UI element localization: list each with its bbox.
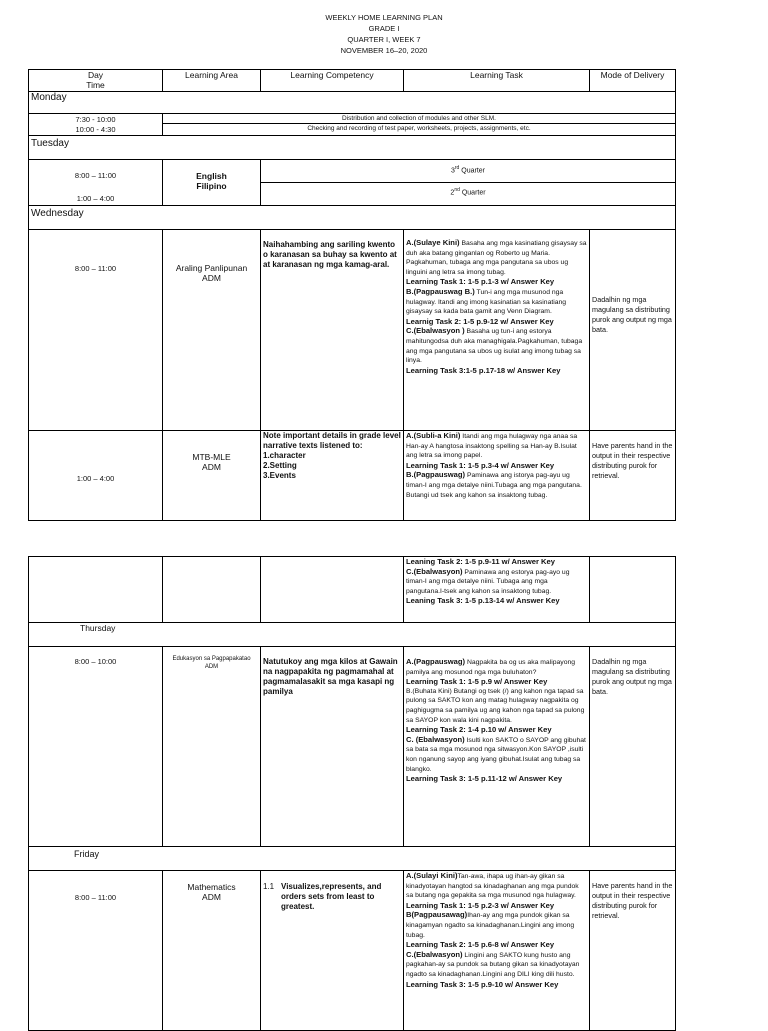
learning-task-3: Learning Task 3: 1-5 p.11-12 w/ Answer Key (406, 774, 563, 784)
quarter-suffix: rd (454, 165, 460, 171)
tuesday-times (29, 160, 163, 206)
learning-task-3: Learning Task 3: 1-5 p.9-10 w/ Answer Key (406, 979, 559, 989)
friday-time: 8:00 – 11:00 (29, 871, 163, 1031)
wednesday-competency-ap: Naihahambing ang sariling kwento o karanasan sa buhay sa kwento at at karanasan ng mga kamag-aral. (261, 230, 404, 431)
thursday-esp-row (29, 647, 676, 847)
area-sub: ADM (202, 892, 221, 902)
task-a-heading: A.(Sulaye Kini) (406, 238, 460, 247)
monday-row (29, 92, 676, 114)
wednesday-time-2: 1:00 – 4:00 (29, 431, 163, 521)
learning-task-3: Learning Task 3:1-5 p.17-18 w/ Answer Key (406, 365, 561, 375)
quarter-number: 3 (450, 167, 455, 175)
monday-task-1: Distribution and collection of modules and other SLM. (163, 114, 675, 124)
task-a-text: Itandi ang mga hulagway nga anaa sa Han-ay A hangtosa insaktong spelling sa Han-ay B.Isulat ang letra sa imong papel. (406, 433, 578, 460)
tuesday-time-1: 8:00 – 11:00 (74, 171, 117, 180)
friday-math-row (29, 871, 676, 1031)
monday-tasks (163, 114, 676, 136)
friday-competency (261, 871, 404, 1031)
plan-table-page2 (28, 556, 676, 1031)
task-c-text: Lingini ang SAKTO kung husto ang pagkahan-ay sa pundok sa butang gikan sa kinadyotayan ngadto sa kinadaghanan.Lingini ang DILI king dili husto. (406, 951, 580, 978)
area-name: Mathematics (187, 882, 236, 892)
learning-task-1: Learning Task 1: 1-5 p.1-3 w/ Answer Key (406, 277, 555, 287)
task-a-text: Nagpakita ba og us aka malipayong pamilya ang mosunod nga mga buluhaton? (406, 659, 576, 676)
task-b-text: Paminawa ang istorya pag-ayu ug timan-I ang mga detalye niini.Tubaga ang mga pangutana. Butangi ud tsek ang kahon sa insaktong tubag. (406, 472, 582, 499)
task-b-text: Tun-i ang mga musunod nga hulagway. Itandi ang imong kasinatian sa kasinatiang gisaysay sa kada bata gamit ang Venn Diagram. (406, 288, 567, 316)
wednesday-area-ap (163, 230, 261, 431)
monday-label: Monday (29, 92, 676, 114)
learning-task-header: Learning Task (404, 70, 590, 92)
mode-of-delivery-header: Mode of Delivery (590, 70, 676, 92)
tuesday-areas (163, 160, 261, 206)
wednesday-label: Wednesday (29, 206, 676, 230)
task-b-heading: B.(Pagpauswag) (406, 470, 466, 480)
task-c-heading: C. (Ebalwasyon) (406, 734, 465, 744)
friday-label: Friday (29, 847, 676, 871)
task-b-text: B.(Buhata Kini) Butangi og tsek (/) ang kahon nga tapad sa pulong sa SAKTO kon ang matag hulagway nagpakita og paghigugma sa pamilya ug ang kahon nga tapad sa pulong sa SAYOP kon wala kini nagpakita. (406, 687, 585, 724)
thursday-task (404, 647, 590, 847)
tuesday-area-filipino: Filipino (196, 181, 227, 191)
wednesday-task-ap (404, 230, 590, 431)
quarter-text: Quarter (459, 167, 486, 175)
task-a-heading: A.(Pagpauswag) (406, 657, 466, 666)
task-c-heading: C.(Ebalwasyon) (406, 566, 463, 576)
task-c-heading: C.(Ebalwasyon) (406, 949, 463, 959)
empty-cell (163, 557, 261, 623)
wednesday-mode-ap: Dadalhin ng mga magulang sa distributing purok ang output ng mga bata. (590, 230, 676, 431)
learning-task-2: Leaning Task 2: 1-5 p.9-11 w/ Answer Key (406, 557, 555, 566)
task-b-heading: B.(Pagpauswag B.) (406, 286, 475, 296)
tuesday-time-2: 1:00 – 4:00 (76, 194, 115, 203)
task-a-text: Basaha ang mga kasinatiang gisaysay sa duh aka batang ginganlan og Roberto ug Maria. Pagkahuman, tubaga ang mga pangutana sa ubos ug linguini ang letra sa imong tubag. (406, 240, 587, 276)
date-range-label: NOVEMBER 16–20, 2020 (340, 46, 428, 55)
task-c-text: Isulti kon SAKTO o SAYOP ang gibuhat sa bata sa mga mosunod nga sitwasyon.Kon SAYOP ,isulti kon nganung sayop ang iyang gibuhat.Isulat ang tubag sa blangko. (406, 736, 586, 773)
friday-task (404, 871, 590, 1031)
area-sub: ADM (204, 664, 219, 670)
wednesday-time-1: 8:00 – 11:00 (29, 230, 163, 431)
task-a-heading: A.(Subli-a Kini) (406, 431, 461, 440)
area-sub: ADM (202, 273, 221, 283)
empty-cell (29, 557, 163, 623)
quarter-text: Quarter (459, 189, 486, 197)
learning-task-2: Learning Task 2: 1-4 p.10 w/ Answer Key (406, 725, 552, 735)
day-header: Day (87, 70, 104, 80)
learning-task-1: Learning Task 1: 1-5 p.2-3 w/ Answer Key (406, 900, 555, 910)
document-title: WEEKLY HOME LEARNING PLAN (325, 13, 443, 22)
monday-times (29, 114, 163, 136)
learning-area-header: Learning Area (163, 70, 261, 92)
learning-task-2: Learnig Task 2: 1-5 p.9-12 w/ Answer Key (406, 316, 554, 326)
thursday-area-esp (163, 647, 261, 847)
thursday-row (29, 623, 676, 647)
empty-cell (261, 557, 404, 623)
competency-number: 1.1 (263, 882, 275, 891)
plan-table-page1 (28, 69, 676, 521)
thursday-label: Thursday (29, 623, 676, 647)
quarter-number: 2 (450, 189, 455, 197)
learning-task-3: Leaning Task 3: 1-5 p.13-14 w/ Answer Key (406, 596, 560, 606)
time-header: Time (86, 80, 105, 90)
task-b-heading: B(Pagpausawag) (406, 910, 468, 920)
area-name: Araling Panlipunan (175, 263, 248, 273)
task-a-text: Tan-awa, ihapa ug ihan-ay gikan sa kinadyotayan hangtod sa kinadaghanan ang mga pundok sa butang nga gepakita sa mga musunod nga hulagway. (406, 873, 579, 900)
learning-task-2: Learning Task 2: 1-5 p.6-8 w/ Answer Key (406, 940, 555, 950)
learning-competency-header: Learning Competency (261, 70, 404, 92)
tuesday-quarter-filipino (261, 182, 675, 198)
monday-time-2: 10:00 - 4:30 (75, 125, 116, 134)
area-name: MTB-MLE (192, 452, 231, 462)
tuesday-label: Tuesday (29, 136, 676, 160)
tuesday-area-english: English (196, 171, 227, 181)
competency-item: 1.character (263, 451, 306, 460)
thursday-time: 8:00 – 10:00 (29, 647, 163, 847)
thursday-mode: Dadalhin ng mga magulang sa distributing purok ang output ng mga bata. (590, 647, 676, 847)
thursday-competency: Natutukoy ang mga kilos at Gawain na nagpapakita ng pagmamahal at pagmamalasakit sa mga kasapi ng pamilya (261, 647, 404, 847)
competency-line (263, 882, 401, 912)
quarter-week-label: QUARTER I, WEEK 7 (347, 35, 421, 44)
wednesday-row (29, 206, 676, 230)
learning-task-1: Learning Task 1: 1-5 p.3-4 w/ Answer Key (406, 460, 555, 470)
competency-text: Note important details in grade level narrative texts listened to: (263, 431, 401, 450)
wednesday-competency-mtb (261, 431, 404, 521)
task-c-heading: C.(Ebalwasyon ) (406, 326, 465, 336)
quarter-suffix: nd (454, 187, 460, 193)
monday-schedule-row (29, 114, 676, 136)
tuesday-schedule-row (29, 160, 676, 206)
wednesday-mode-mtb: Have parents hand in the output in their respective distributing purok for retrieval. (590, 431, 676, 521)
column-header-row (29, 70, 676, 92)
tuesday-quarters (261, 160, 676, 206)
wednesday-ap-row (29, 230, 676, 431)
competency-text: Visualizes,represents, and orders sets from least to greatest. (281, 882, 382, 911)
task-c-text: Basaha ug tun-i ang estorya mahitungodsa duh aka managhigala.Pagkahuman, tubaga ang mga pangutana sa ubos ug isulat ang imong tubag sa linya. (406, 328, 583, 365)
friday-row (29, 847, 676, 871)
continued-task-mtb (404, 557, 590, 623)
competency-item: 2.Setting (263, 461, 297, 470)
learning-task-1: Learning Task 1: 1-5 p.9 w/ Answer Key (406, 677, 548, 687)
tuesday-row (29, 136, 676, 160)
day-time-header (29, 70, 163, 92)
monday-time-1: 7:30 - 10:00 (75, 115, 116, 124)
continued-mtb-row (29, 557, 676, 623)
tuesday-quarter-english (261, 164, 675, 176)
wednesday-task-mtb (404, 431, 590, 521)
wednesday-area-mtb (163, 431, 261, 521)
task-a-heading: A.(Sulayi Kini) (406, 871, 458, 880)
task-b-text: Ihan-ay ang mga pundok gikan sa kinagamyan ngadto sa kinadaghanan.Lingini ang imong tubag. (406, 912, 575, 939)
competency-item: 3.Events (263, 471, 296, 480)
grade-label: GRADE I (368, 24, 400, 33)
monday-task-2: Checking and recording of test paper, worksheets, projects, assignments, etc. (307, 125, 531, 132)
friday-mode: Have parents hand in the output in their respective distributing purok for retrieval. (590, 871, 676, 1031)
empty-cell (590, 557, 676, 623)
friday-area-math (163, 871, 261, 1031)
wednesday-mtb-row (29, 431, 676, 521)
task-c-text: Paminawa ang estorya pag-ayo ug timan-I ang mga detalye niini. Tubaga ang mga pangutana.I-tsek ang kahon sa insaktong tubag. (406, 568, 570, 595)
area-name: Edukasyon sa Pagpapakatao (172, 656, 251, 662)
area-sub: ADM (202, 462, 221, 472)
